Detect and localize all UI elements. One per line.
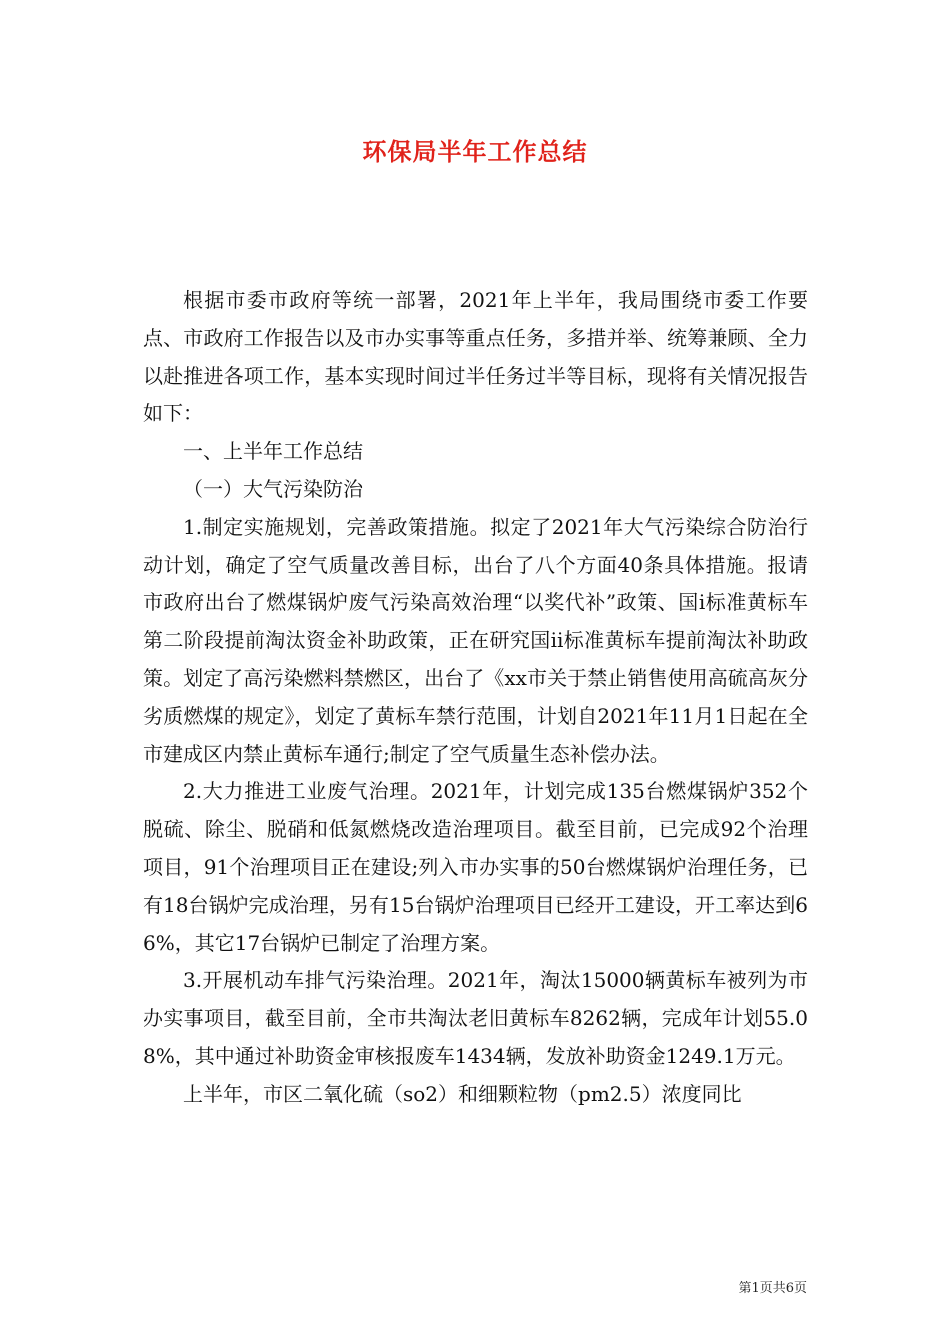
item-paragraph-3: 3.开展机动车排气污染治理。2021年，淘汰15000辆黄标车被列为市办实事项目，截至目前，全市共淘汰老旧黄标车8262辆，完成年计划55.08%，其中通过补助资金审核报废车1434辆，发放补助资金1249.1万元。 — [143, 968, 808, 1068]
intro-paragraph: 根据市委市政府等统一部署，2021年上半年，我局围绕市委工作要点、市政府工作报告以及市办实事等重点任务，多措并举、统筹兼顾、全力以赴推进各项工作，基本实现时间过半任务过半等目标，现将有关情况报告如下： — [143, 288, 808, 426]
section-heading: 一、上半年工作总结 — [183, 439, 363, 464]
subsection-heading: （一）大气污染防治 — [183, 476, 363, 501]
item-paragraph-2: 2.大力推进工业废气治理。2021年，计划完成135台燃煤锅炉352个脱硫、除尘、脱硝和低氮燃烧改造治理项目。截至目前，已完成92个治理项目，91个治理项目正在建设;列入市办实事的50台燃煤锅炉治理任务，已有18台锅炉完成治理，另有15台锅炉治理项目已经开工建设，开工率达到66%，其它17台锅炉已制定了治理方案。 — [143, 779, 808, 955]
page-number: 第1页共6页 — [738, 1281, 807, 1296]
document-title: 环保局半年工作总结 — [362, 137, 588, 166]
item-paragraph-1: 1.制定实施规划，完善政策措施。拟定了2021年大气污染综合防治行动计划，确定了空气质量改善目标，出台了八个方面40条具体措施。报请市政府出台了燃煤锅炉废气污染高效治理“以奖代补”政策、国ⅰ标准黄标车第二阶段提前淘汰资金补助政策，正在研究国ⅱ标准黄标车提前淘汰补助政策。划定了高污染燃料禁燃区，出台了《xx市关于禁止销售使用高硫高灰分劣质燃煤的规定》，划定了黄标车禁行范围，计划自2021年11月1日起在全市建成区内禁止黄标车通行;制定了空气质量生态补偿办法。 — [143, 514, 808, 766]
continuation-paragraph: 上半年，市区二氧化硫（so2）和细颗粒物（pm2.5）浓度同比 — [183, 1081, 742, 1106]
document-body — [143, 282, 808, 1114]
